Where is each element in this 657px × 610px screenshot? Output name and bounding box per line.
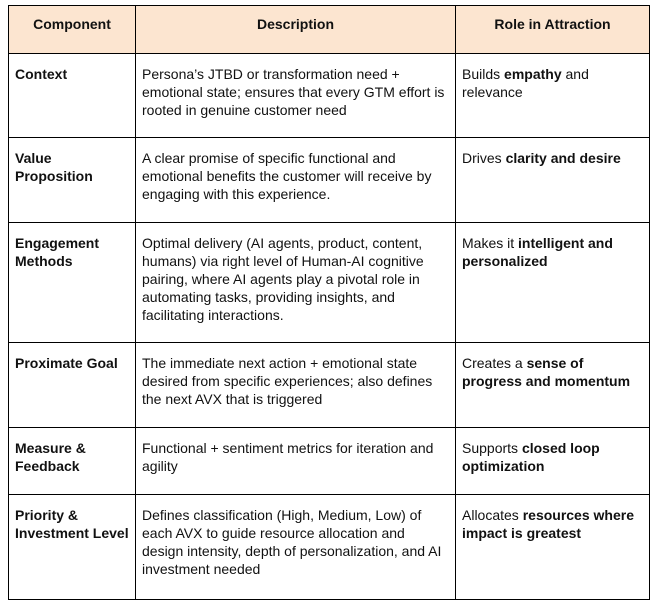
role-emphasis: empathy	[504, 66, 562, 82]
header-component: Component	[9, 6, 136, 54]
role-plain: Makes it	[462, 235, 519, 251]
description-cell: A clear promise of specific functional and emotional benefits the customer will receive by engaging with this experience.	[136, 138, 456, 223]
description-cell: Functional + sentiment metrics for iteration and agility	[136, 428, 456, 495]
description-cell: The immediate next action + emotional state desired from specific experiences; also defines the next AVX that is triggered	[136, 343, 456, 428]
table-row	[9, 495, 650, 600]
role-plain: Builds	[462, 66, 505, 82]
role-emphasis: clarity and desire	[505, 150, 621, 166]
component-cell: Measure & Feedback	[9, 428, 136, 495]
component-cell: Priority & Investment Level	[9, 495, 136, 600]
role-cell	[456, 138, 650, 223]
role-cell	[456, 223, 650, 343]
role-plain: Allocates	[462, 507, 523, 523]
table-row	[9, 428, 650, 495]
component-cell: Proximate Goal	[9, 343, 136, 428]
table-row	[9, 343, 650, 428]
header-role: Role in Attraction	[456, 6, 650, 54]
role-cell	[456, 343, 650, 428]
role-emphasis: resources where impact is greatest	[462, 507, 634, 541]
role-tail: and relevance	[462, 66, 589, 100]
component-cell: Engagement Methods	[9, 223, 136, 343]
header-description: Description	[136, 6, 456, 54]
description-cell: Persona’s JTBD or transformation need + emotional state; ensures that every GTM effort is rooted in genuine customer need	[136, 54, 456, 138]
role-emphasis: intelligent and personalized	[462, 235, 613, 269]
role-emphasis: closed loop optimization	[462, 440, 600, 474]
component-cell: Context	[9, 54, 136, 138]
table-row	[9, 223, 650, 343]
description-cell: Optimal delivery (AI agents, product, content, humans) via right level of Human-AI cognitive pairing, where AI agents play a pivotal role in automating tasks, providing insights, and facilitating interactions.	[136, 223, 456, 343]
table-row	[9, 54, 650, 138]
role-emphasis: sense of progress and momentum	[462, 355, 631, 389]
component-cell: Value Proposition	[9, 138, 136, 223]
role-cell	[456, 428, 650, 495]
table-row	[9, 138, 650, 223]
role-plain: Drives	[462, 150, 506, 166]
role-cell	[456, 54, 650, 138]
attraction-components-table	[8, 5, 650, 600]
header-row	[9, 6, 650, 54]
role-cell	[456, 495, 650, 600]
role-plain: Creates a	[462, 355, 527, 371]
role-plain: Supports	[462, 440, 522, 456]
description-cell: Defines classification (High, Medium, Low) of each AVX to guide resource allocation and design intensity, depth of personalization, and AI investment needed	[136, 495, 456, 600]
